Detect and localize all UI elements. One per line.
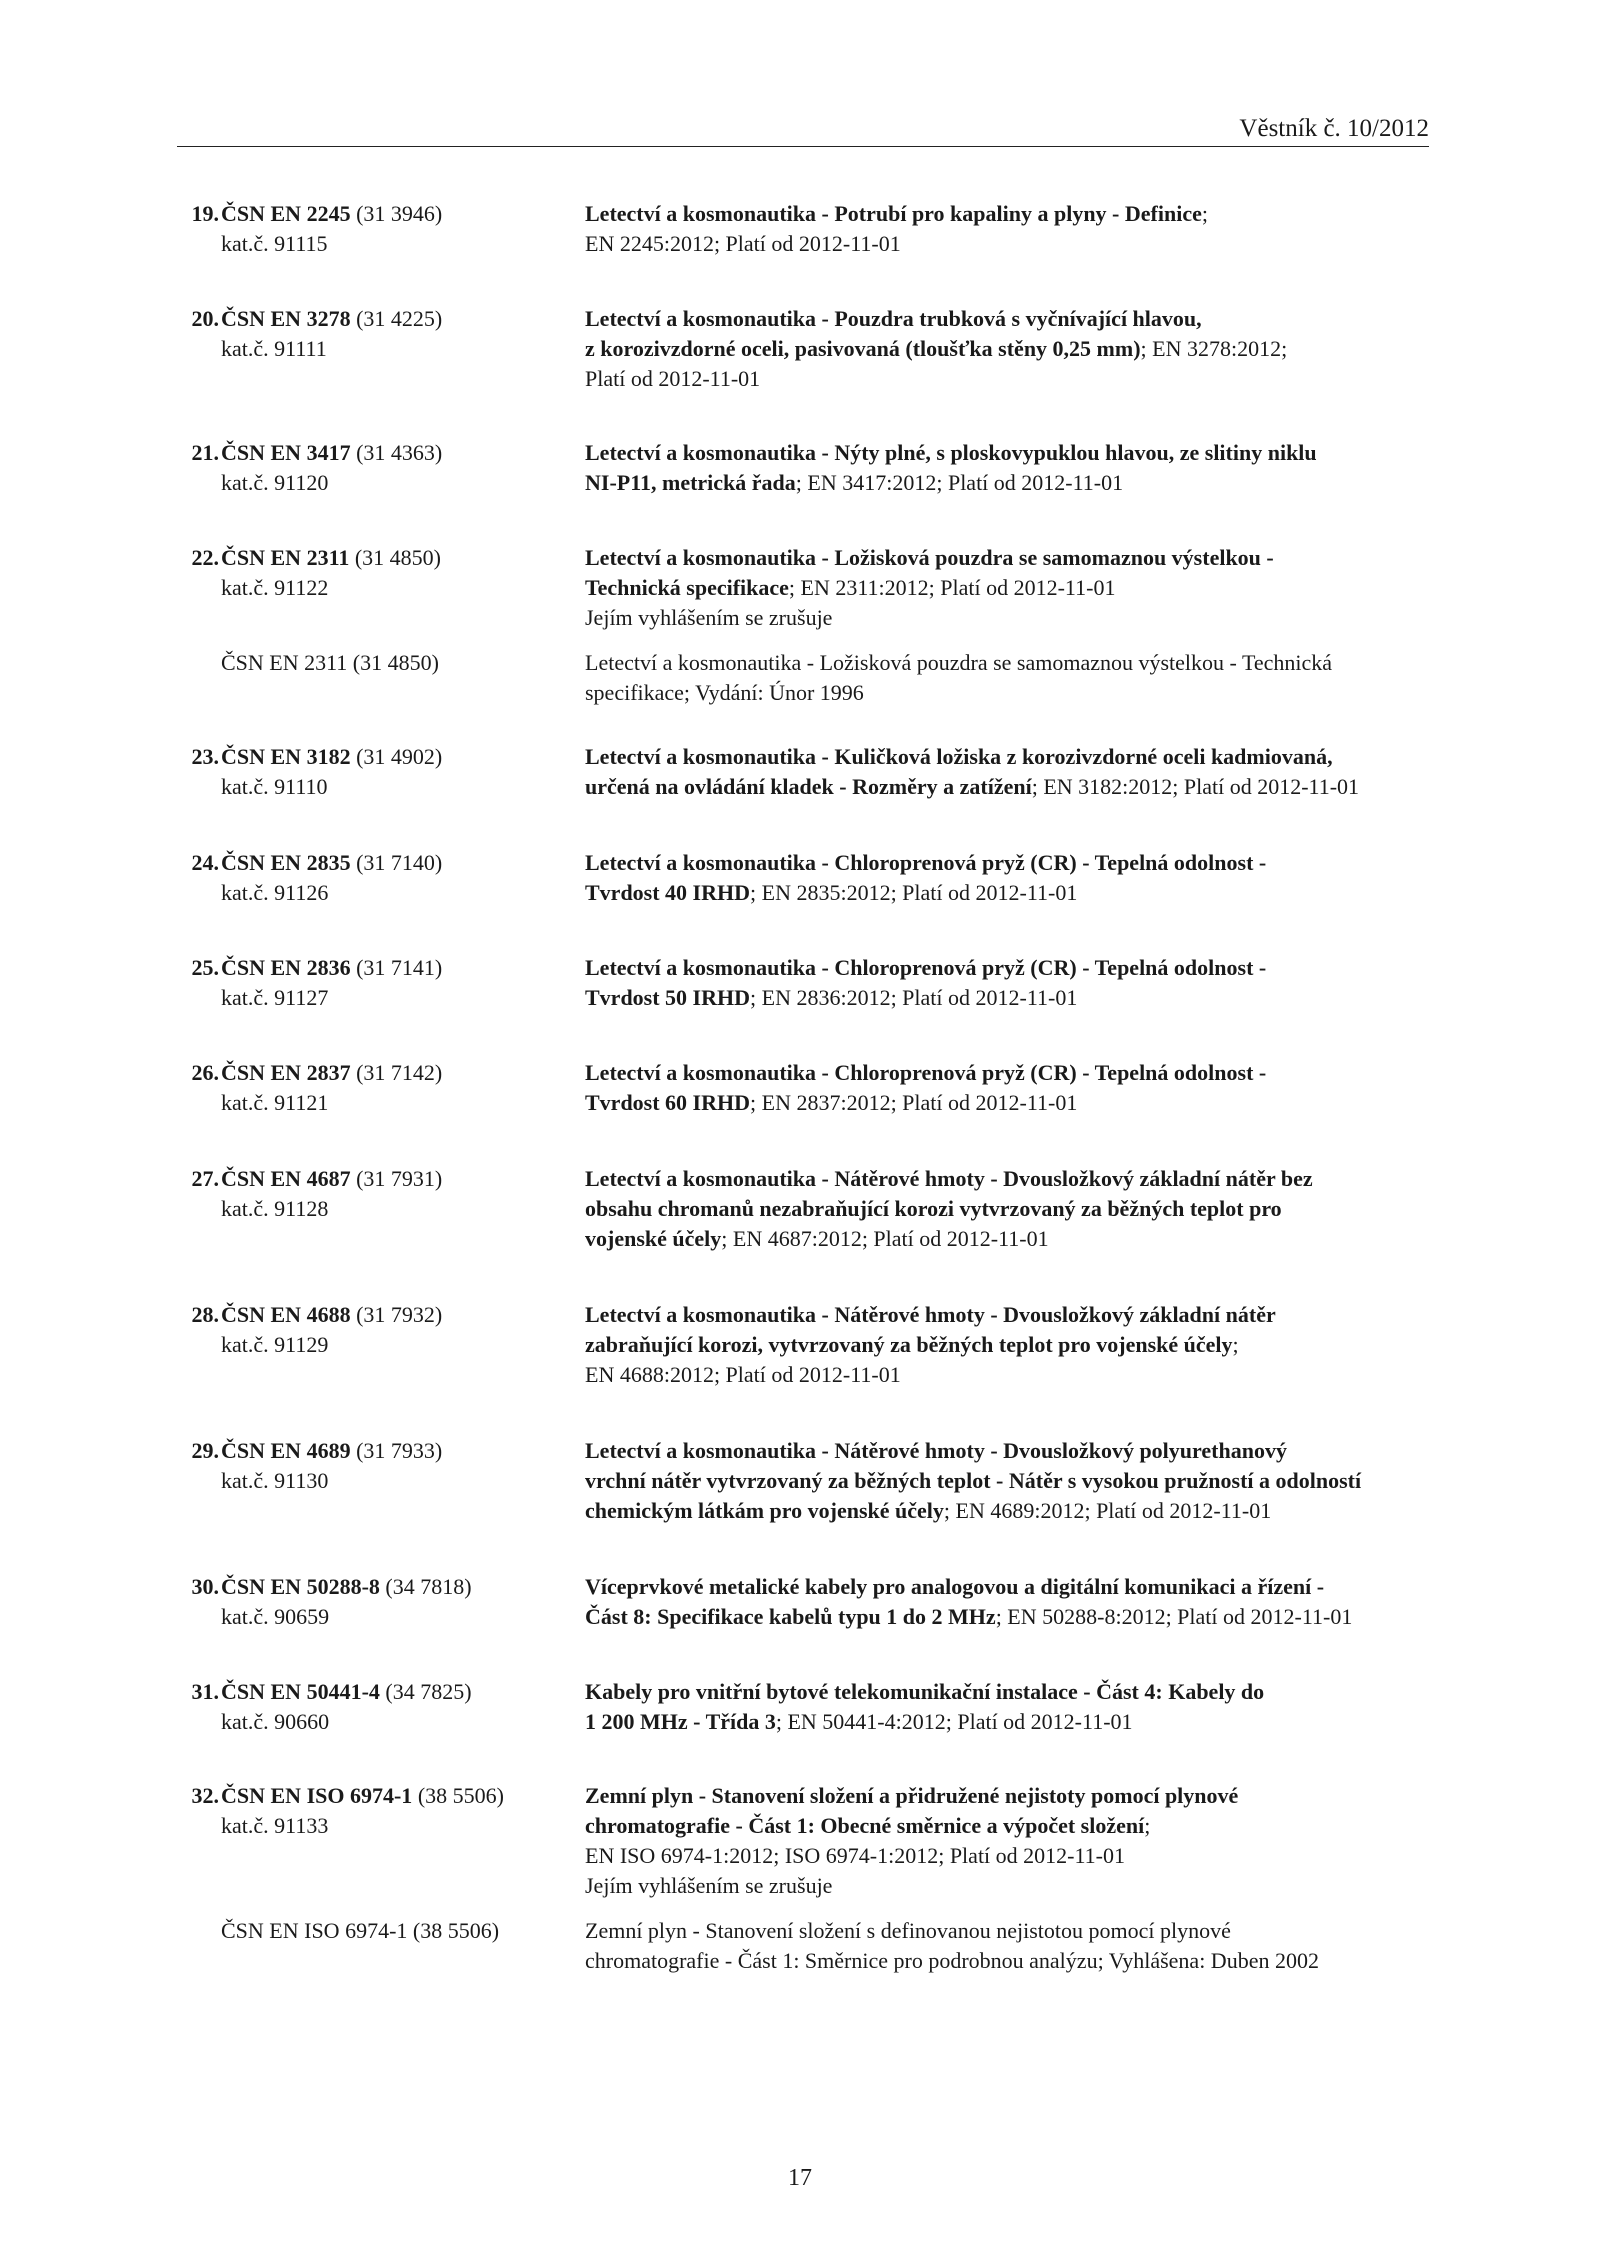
- standard-description: [585, 1781, 1445, 1901]
- standard-code-id: ČSN EN 2311: [221, 545, 350, 570]
- description-line: [585, 1300, 1445, 1330]
- standard-code: [221, 848, 571, 908]
- standard-code: [221, 1572, 571, 1632]
- description-line: [585, 1058, 1445, 1088]
- cancelled-code: ČSN EN ISO 6974-1 (38 5506): [221, 1918, 500, 1943]
- catalog-number: kat.č. 90659: [221, 1604, 330, 1629]
- description-line: [585, 878, 1445, 908]
- catalog-number: kat.č. 91110: [221, 774, 328, 799]
- description-line: [585, 438, 1445, 468]
- standard-description: [585, 1572, 1445, 1632]
- description-line: [585, 1194, 1445, 1224]
- description-line: [585, 543, 1445, 573]
- cancelled-description-line: Letectví a kosmonautika - Ložisková pouzdra se samomaznou výstelkou - Technická: [585, 650, 1333, 675]
- description-line: [585, 468, 1445, 498]
- entry-number: 30.: [191, 1574, 219, 1599]
- catalog-number: kat.č. 91126: [221, 880, 329, 905]
- standard-description: [585, 543, 1445, 633]
- description-details: ; EN 2311:2012; Platí od 2012-11-01: [788, 575, 1116, 600]
- standard-class-code: (31 7140): [350, 850, 443, 875]
- standard-class-code: (31 4850): [349, 545, 442, 570]
- standard-description: [585, 1058, 1445, 1118]
- description-line: [585, 1572, 1445, 1602]
- entry-number: 31.: [191, 1679, 219, 1704]
- description-line: [585, 304, 1445, 334]
- entry-number: 20.: [191, 306, 219, 331]
- description-title: z korozivzdorné oceli, pasivovaná (tloušťka stěny 0,25 mm): [585, 336, 1141, 361]
- description-details: ; EN 2835:2012; Platí od 2012-11-01: [750, 880, 1078, 905]
- standard-class-code: (31 7931): [350, 1166, 443, 1191]
- entry-number: 21.: [191, 440, 219, 465]
- standard-code: [221, 1164, 571, 1224]
- description-details: Jejím vyhlášením se zrušuje: [585, 1873, 833, 1898]
- standard-code-id: ČSN EN 4689: [221, 1438, 351, 1463]
- description-line: [585, 1707, 1445, 1737]
- standard-class-code: (31 4363): [350, 440, 443, 465]
- description-details: Platí od 2012-11-01: [585, 366, 761, 391]
- catalog-number: kat.č. 91115: [221, 231, 328, 256]
- entry-number: 23.: [191, 744, 219, 769]
- description-line: [585, 229, 1445, 259]
- description-title: Tvrdost 40 IRHD: [585, 880, 751, 905]
- description-details: EN ISO 6974-1:2012; ISO 6974-1:2012; Platí od 2012-11-01: [585, 1843, 1125, 1868]
- entry-number: 32.: [191, 1783, 219, 1808]
- description-details: EN 4688:2012; Platí od 2012-11-01: [585, 1362, 901, 1387]
- journal-title: Věstník č. 10/2012: [1239, 115, 1429, 142]
- standard-description: [585, 304, 1445, 394]
- standard-code: [221, 199, 571, 259]
- description-line: [585, 1602, 1445, 1632]
- header-divider: [177, 146, 1429, 147]
- entry-number: 24.: [191, 850, 219, 875]
- description-title: Technická specifikace: [585, 575, 789, 600]
- standard-description: [585, 199, 1445, 259]
- standard-class-code: (31 4902): [350, 744, 443, 769]
- description-line: [585, 364, 1445, 394]
- standard-code: [221, 1436, 571, 1496]
- standard-description: [585, 1300, 1445, 1390]
- description-title: Letectví a kosmonautika - Chloroprenová pryž (CR) - Tepelná odolnost -: [585, 955, 1267, 980]
- description-title: zabraňující korozi, vytvrzovaný za běžných teplot pro vojenské účely: [585, 1332, 1233, 1357]
- description-line: [585, 1330, 1445, 1360]
- standard-code: [221, 438, 571, 498]
- description-line: [585, 772, 1445, 802]
- standard-class-code: (34 7825): [379, 1679, 472, 1704]
- standard-description: [585, 1164, 1445, 1254]
- entry-number: 25.: [191, 955, 219, 980]
- cancelled-description-line: Zemní plyn - Stanovení složení s definovanou nejistotou pomocí plynové: [585, 1918, 1231, 1943]
- standard-code: [221, 1677, 571, 1737]
- standard-class-code: (34 7818): [379, 1574, 472, 1599]
- catalog-number: kat.č. 90660: [221, 1709, 330, 1734]
- description-title: Letectví a kosmonautika - Kuličková ložiska z korozivzdorné oceli kadmiovaná,: [585, 744, 1333, 769]
- standard-class-code: (31 4225): [350, 306, 443, 331]
- description-title: Zemní plyn - Stanovení složení a přidružené nejistoty pomocí plynové: [585, 1783, 1239, 1808]
- description-title: Letectví a kosmonautika - Nátěrové hmoty - Dvousložkový základní nátěr: [585, 1302, 1276, 1327]
- cancelled-code: ČSN EN 2311 (31 4850): [221, 650, 439, 675]
- catalog-number: kat.č. 91129: [221, 1332, 329, 1357]
- standard-class-code: (31 7141): [350, 955, 443, 980]
- description-title: Část 8: Specifikace kabelů typu 1 do 2 MHz: [585, 1604, 996, 1629]
- standard-description: [585, 1436, 1445, 1526]
- description-details: ; EN 3278:2012;: [1140, 336, 1288, 361]
- standard-code-id: ČSN EN 50441-4: [221, 1679, 380, 1704]
- description-line: [585, 1841, 1445, 1871]
- description-line: [585, 573, 1445, 603]
- catalog-number: kat.č. 91130: [221, 1468, 329, 1493]
- description-details: ; EN 2837:2012; Platí od 2012-11-01: [750, 1090, 1078, 1115]
- description-line: [585, 1466, 1445, 1496]
- standard-code: [221, 304, 571, 364]
- description-line: [585, 1781, 1445, 1811]
- entry-number: 22.: [191, 545, 219, 570]
- standard-code-id: ČSN EN 2835: [221, 850, 351, 875]
- page-number: 17: [788, 2165, 812, 2191]
- description-line: [585, 1871, 1445, 1901]
- standard-code: [221, 1058, 571, 1118]
- standard-code: [221, 543, 571, 603]
- standard-description: [585, 438, 1445, 498]
- standard-code: [221, 1781, 571, 1841]
- description-line: [585, 1436, 1445, 1466]
- catalog-number: kat.č. 91122: [221, 575, 329, 600]
- cancelled-description: [585, 1916, 1445, 1976]
- standard-code-id: ČSN EN 2837: [221, 1060, 351, 1085]
- standard-code-id: ČSN EN 50288-8: [221, 1574, 380, 1599]
- description-details: ;: [1232, 1332, 1239, 1357]
- standard-code-id: ČSN EN 3278: [221, 306, 351, 331]
- description-details: ; EN 50441-4:2012; Platí od 2012-11-01: [775, 1709, 1133, 1734]
- description-title: obsahu chromanů nezabraňující korozi vytvrzovaný za běžných teplot pro: [585, 1196, 1282, 1221]
- cancelled-description-line: chromatografie - Část 1: Směrnice pro podrobnou analýzu; Vyhlášena: Duben 2002: [585, 1948, 1319, 1973]
- description-line: [585, 953, 1445, 983]
- description-line: [585, 603, 1445, 633]
- description-title: Víceprvkové metalické kabely pro analogovou a digitální komunikaci a řízení -: [585, 1574, 1325, 1599]
- entry-number: 19.: [191, 201, 219, 226]
- description-title: vrchní nátěr vytvrzovaný za běžných teplot - Nátěr s vysokou pružností a odolností: [585, 1468, 1362, 1493]
- description-title: Letectví a kosmonautika - Potrubí pro kapaliny a plyny - Definice: [585, 201, 1202, 226]
- description-line: [585, 1677, 1445, 1707]
- description-details: ; EN 4689:2012; Platí od 2012-11-01: [943, 1498, 1272, 1523]
- description-title: NI-P11, metrická řada: [585, 470, 796, 495]
- entry-number: 27.: [191, 1166, 219, 1191]
- standard-class-code: (31 3946): [350, 201, 443, 226]
- standard-description: [585, 953, 1445, 1013]
- description-title: Kabely pro vnitřní bytové telekomunikační instalace - Část 4: Kabely do: [585, 1679, 1265, 1704]
- description-line: [585, 1224, 1445, 1254]
- description-details: ;: [1201, 201, 1208, 226]
- standard-code: [221, 1300, 571, 1360]
- standard-code-id: ČSN EN 4688: [221, 1302, 351, 1327]
- standard-code: [221, 742, 571, 802]
- description-line: [585, 199, 1445, 229]
- description-title: Letectví a kosmonautika - Pouzdra trubková s vyčnívající hlavou,: [585, 306, 1202, 331]
- standard-code-id: ČSN EN 3182: [221, 744, 351, 769]
- description-details: ; EN 3182:2012; Platí od 2012-11-01: [1031, 774, 1360, 799]
- standard-class-code: (31 7932): [350, 1302, 443, 1327]
- description-title: Letectví a kosmonautika - Ložisková pouzdra se samomaznou výstelkou -: [585, 545, 1274, 570]
- description-details: EN 2245:2012; Platí od 2012-11-01: [585, 231, 901, 256]
- description-line: [585, 983, 1445, 1013]
- catalog-number: kat.č. 91133: [221, 1813, 329, 1838]
- description-line: [585, 848, 1445, 878]
- description-details: Jejím vyhlášením se zrušuje: [585, 605, 833, 630]
- standard-description: [585, 848, 1445, 908]
- entry-number: 26.: [191, 1060, 219, 1085]
- description-details: ;: [1144, 1813, 1151, 1838]
- standard-code-id: ČSN EN 3417: [221, 440, 351, 465]
- standard-code: [221, 953, 571, 1013]
- standard-code-id: ČSN EN ISO 6974-1: [221, 1783, 413, 1808]
- standard-description: [585, 1677, 1445, 1737]
- standard-class-code: (38 5506): [412, 1783, 504, 1808]
- description-line: [585, 334, 1445, 364]
- catalog-number: kat.č. 91121: [221, 1090, 329, 1115]
- description-details: ; EN 2836:2012; Platí od 2012-11-01: [750, 985, 1078, 1010]
- standard-class-code: (31 7142): [350, 1060, 443, 1085]
- standard-class-code: (31 7933): [350, 1438, 443, 1463]
- entry-number: 29.: [191, 1438, 219, 1463]
- description-title: 1 200 MHz - Třída 3: [585, 1709, 776, 1734]
- description-line: [585, 1360, 1445, 1390]
- description-details: ; EN 50288-8:2012; Platí od 2012-11-01: [995, 1604, 1353, 1629]
- description-title: chromatografie - Část 1: Obecné směrnice a výpočet složení: [585, 1813, 1145, 1838]
- description-line: [585, 742, 1445, 772]
- cancelled-description-line: specifikace; Vydání: Únor 1996: [585, 680, 864, 705]
- description-line: [585, 1496, 1445, 1526]
- description-details: ; EN 3417:2012; Platí od 2012-11-01: [795, 470, 1124, 495]
- description-title: určená na ovládání kladek - Rozměry a zatížení: [585, 774, 1032, 799]
- standard-code-id: ČSN EN 2245: [221, 201, 351, 226]
- description-title: Letectví a kosmonautika - Nýty plné, s ploskovypuklou hlavou, ze slitiny niklu: [585, 440, 1317, 465]
- description-title: Letectví a kosmonautika - Nátěrové hmoty - Dvousložkový základní nátěr bez: [585, 1166, 1313, 1191]
- cancelled-description: [585, 648, 1445, 708]
- description-details: ; EN 4687:2012; Platí od 2012-11-01: [721, 1226, 1049, 1251]
- description-line: [585, 1164, 1445, 1194]
- description-line: [585, 1811, 1445, 1841]
- entry-number: 28.: [191, 1302, 219, 1327]
- catalog-number: kat.č. 91128: [221, 1196, 329, 1221]
- description-title: Letectví a kosmonautika - Chloroprenová pryž (CR) - Tepelná odolnost -: [585, 1060, 1267, 1085]
- description-title: vojenské účely: [585, 1226, 722, 1251]
- description-title: Tvrdost 50 IRHD: [585, 985, 751, 1010]
- catalog-number: kat.č. 91127: [221, 985, 329, 1010]
- description-title: Tvrdost 60 IRHD: [585, 1090, 751, 1115]
- catalog-number: kat.č. 91111: [221, 336, 327, 361]
- description-line: [585, 1088, 1445, 1118]
- standard-code-id: ČSN EN 4687: [221, 1166, 351, 1191]
- catalog-number: kat.č. 91120: [221, 470, 329, 495]
- standard-code-id: ČSN EN 2836: [221, 955, 351, 980]
- description-title: Letectví a kosmonautika - Nátěrové hmoty - Dvousložkový polyurethanový: [585, 1438, 1287, 1463]
- description-title: chemickým látkám pro vojenské účely: [585, 1498, 944, 1523]
- standard-description: [585, 742, 1445, 802]
- description-title: Letectví a kosmonautika - Chloroprenová pryž (CR) - Tepelná odolnost -: [585, 850, 1267, 875]
